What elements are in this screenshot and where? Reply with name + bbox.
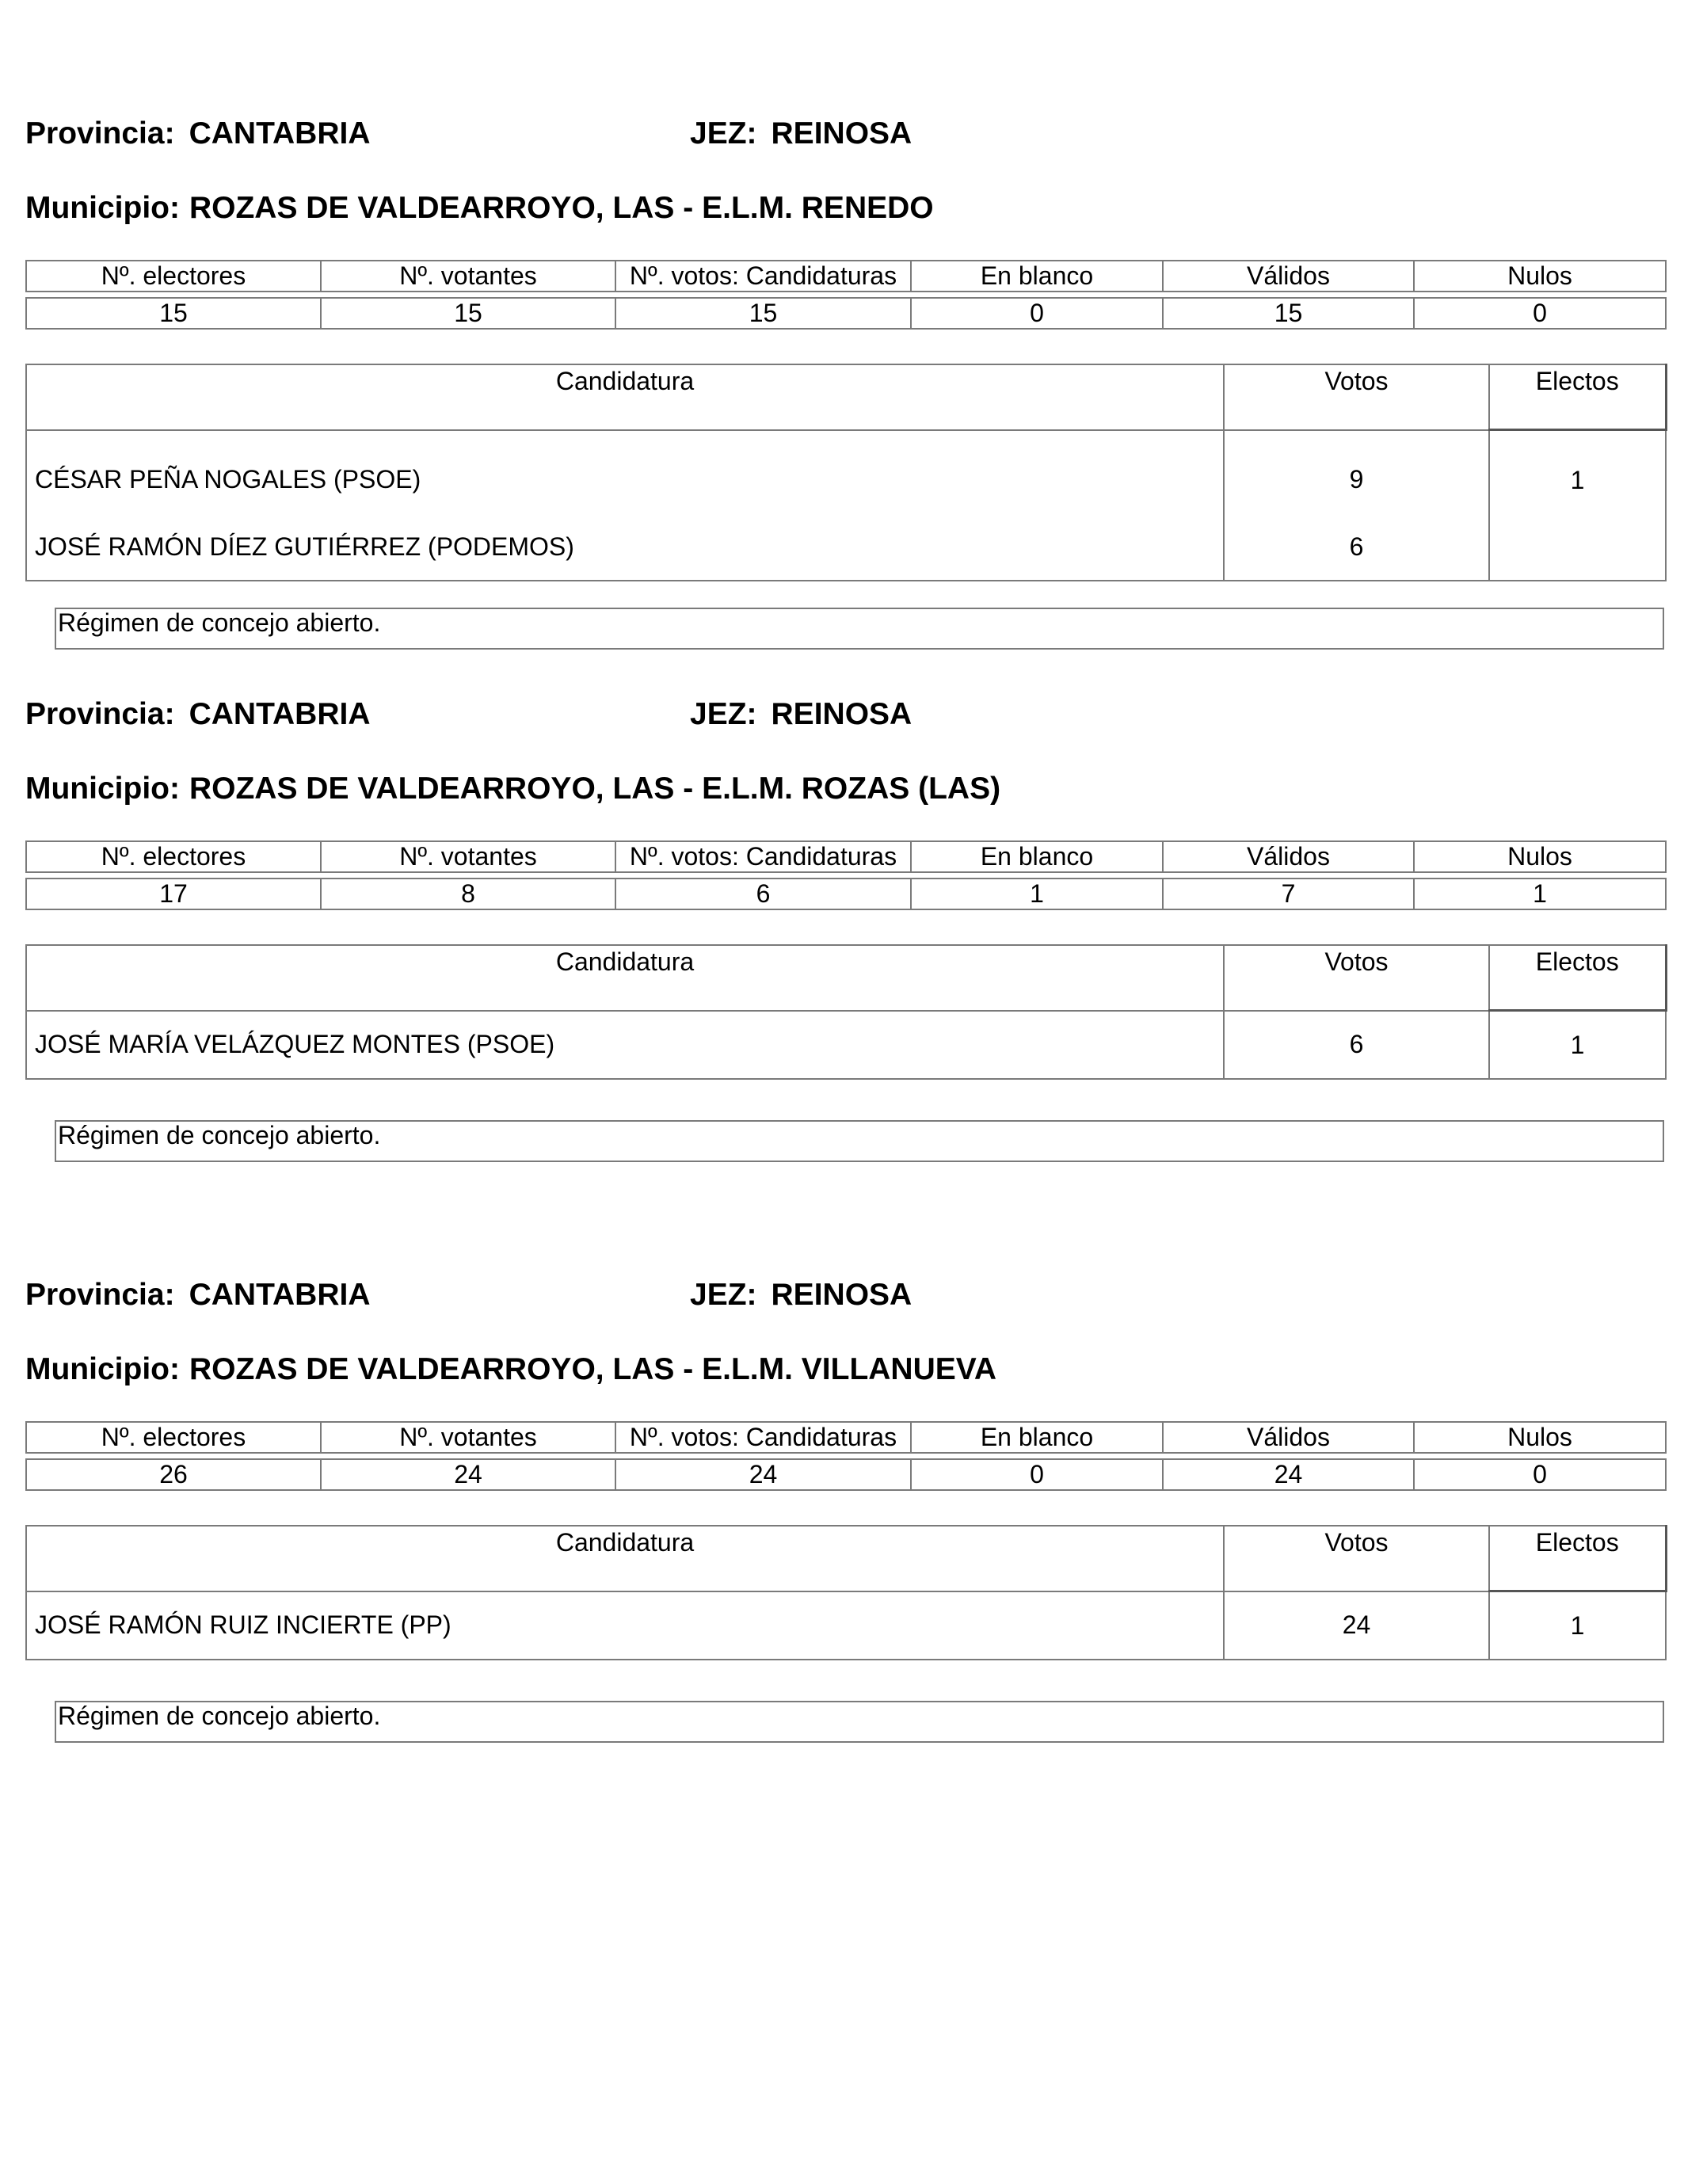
- candidates-header-row: [26, 1526, 1666, 1591]
- provincia-value: CANTABRIA: [189, 1278, 371, 1312]
- summary-header-validos: Válidos: [1163, 1422, 1414, 1453]
- summary-table: [25, 260, 1667, 330]
- candidatura-header: Candidatura: [26, 1526, 1224, 1591]
- regimen-note: Régimen de concejo abierto.: [55, 608, 1664, 650]
- municipio-line: [25, 189, 934, 228]
- summary-value-votantes: 8: [321, 879, 615, 909]
- summary-value-validos: 7: [1163, 879, 1414, 909]
- candidate-row: [26, 513, 1666, 581]
- candidate-name: JOSÉ MARÍA VELÁZQUEZ MONTES (PSOE): [26, 1011, 1224, 1080]
- municipio-value: ROZAS DE VALDEARROYO, LAS - E.L.M. RENEDO: [189, 191, 934, 225]
- summary-header-electores: Nº. electores: [26, 1422, 321, 1453]
- summary-value-nulos: 0: [1414, 1459, 1666, 1490]
- provincia-label: Provincia:: [25, 1278, 175, 1312]
- summary-values-row: [26, 1459, 1666, 1490]
- electos-header: Electos: [1489, 1526, 1666, 1591]
- summary-value-electores: 17: [26, 879, 321, 909]
- summary-header-nulos: Nulos: [1414, 261, 1666, 292]
- summary-header-votos-candidaturas: Nº. votos: Candidaturas: [615, 261, 911, 292]
- section-rozas: [0, 581, 1684, 1149]
- provincia-value: CANTABRIA: [189, 697, 371, 731]
- municipio-value: ROZAS DE VALDEARROYO, LAS - E.L.M. VILLANUEVA: [189, 1352, 997, 1386]
- municipio-value: ROZAS DE VALDEARROYO, LAS - E.L.M. ROZAS (LAS): [189, 772, 1001, 806]
- section-villanueva: [0, 1161, 1684, 1730]
- candidate-votos: 9: [1224, 430, 1489, 514]
- summary-header-nulos: Nulos: [1414, 841, 1666, 872]
- jez-label: JEZ:: [690, 697, 757, 731]
- electos-header: Electos: [1489, 364, 1666, 430]
- candidate-row: [26, 1011, 1666, 1080]
- candidate-row: [26, 1591, 1666, 1660]
- candidatura-header: Candidatura: [26, 364, 1224, 430]
- summary-header-votantes: Nº. votantes: [321, 841, 615, 872]
- summary-value-electores: 26: [26, 1459, 321, 1490]
- candidate-votos: 6: [1224, 1011, 1489, 1080]
- electos-header: Electos: [1489, 945, 1666, 1011]
- section-renedo: [0, 0, 1684, 637]
- jez-value: REINOSA: [771, 697, 912, 731]
- summary-header-electores: Nº. electores: [26, 841, 321, 872]
- candidate-row: [26, 430, 1666, 514]
- summary-header-votos-candidaturas: Nº. votos: Candidaturas: [615, 1422, 911, 1453]
- votos-header: Votos: [1224, 364, 1489, 430]
- municipio-line: [25, 1350, 996, 1389]
- provincia-label: Provincia:: [25, 116, 175, 151]
- summary-value-en-blanco: 0: [911, 1459, 1163, 1490]
- jez-value: REINOSA: [771, 116, 912, 151]
- candidates-header-row: [26, 945, 1666, 1011]
- provincia-label: Provincia:: [25, 697, 175, 731]
- municipio-line: [25, 769, 1000, 809]
- municipio-label: Municipio:: [25, 191, 180, 225]
- summary-header-row: [26, 841, 1666, 872]
- provincia-line: [25, 695, 371, 734]
- summary-value-en-blanco: 1: [911, 879, 1163, 909]
- jez-label: JEZ:: [690, 1278, 757, 1312]
- summary-value-electores: 15: [26, 298, 321, 329]
- summary-value-votos-candidaturas: 6: [615, 879, 911, 909]
- candidatura-header: Candidatura: [26, 945, 1224, 1011]
- summary-table: [25, 840, 1667, 910]
- summary-value-validos: 15: [1163, 298, 1414, 329]
- summary-value-nulos: 0: [1414, 298, 1666, 329]
- jez-value: REINOSA: [771, 1278, 912, 1312]
- municipio-label: Municipio:: [25, 772, 180, 806]
- summary-value-en-blanco: 0: [911, 298, 1163, 329]
- summary-header-en-blanco: En blanco: [911, 841, 1163, 872]
- candidate-electos: 1: [1489, 1011, 1666, 1080]
- provincia-value: CANTABRIA: [189, 116, 371, 151]
- regimen-note: Régimen de concejo abierto.: [55, 1120, 1664, 1162]
- candidates-table: [25, 944, 1667, 1080]
- candidate-votos: 24: [1224, 1591, 1489, 1660]
- summary-header-votantes: Nº. votantes: [321, 1422, 615, 1453]
- candidate-electos: 1: [1489, 430, 1666, 514]
- summary-value-votos-candidaturas: 15: [615, 298, 911, 329]
- summary-value-votantes: 15: [321, 298, 615, 329]
- summary-values-row: [26, 298, 1666, 329]
- summary-header-row: [26, 1422, 1666, 1453]
- summary-value-votantes: 24: [321, 1459, 615, 1490]
- summary-header-row: [26, 261, 1666, 292]
- summary-header-nulos: Nulos: [1414, 1422, 1666, 1453]
- candidate-name: CÉSAR PEÑA NOGALES (PSOE): [26, 430, 1224, 514]
- provincia-line: [25, 1275, 371, 1315]
- jez-line: [690, 114, 912, 154]
- summary-header-en-blanco: En blanco: [911, 1422, 1163, 1453]
- summary-header-validos: Válidos: [1163, 261, 1414, 292]
- jez-line: [690, 1275, 912, 1315]
- candidate-electos: 1: [1489, 1591, 1666, 1660]
- summary-header-validos: Válidos: [1163, 841, 1414, 872]
- summary-header-votos-candidaturas: Nº. votos: Candidaturas: [615, 841, 911, 872]
- provincia-line: [25, 114, 371, 154]
- candidate-votos: 6: [1224, 513, 1489, 581]
- candidates-table: [25, 1525, 1667, 1660]
- candidates-table: [25, 364, 1667, 581]
- summary-values-row: [26, 879, 1666, 909]
- summary-header-votantes: Nº. votantes: [321, 261, 615, 292]
- votos-header: Votos: [1224, 945, 1489, 1011]
- candidates-header-row: [26, 364, 1666, 430]
- votos-header: Votos: [1224, 1526, 1489, 1591]
- candidate-name: JOSÉ RAMÓN RUIZ INCIERTE (PP): [26, 1591, 1224, 1660]
- candidate-name: JOSÉ RAMÓN DÍEZ GUTIÉRREZ (PODEMOS): [26, 513, 1224, 581]
- jez-line: [690, 695, 912, 734]
- summary-value-votos-candidaturas: 24: [615, 1459, 911, 1490]
- summary-header-en-blanco: En blanco: [911, 261, 1163, 292]
- regimen-note: Régimen de concejo abierto.: [55, 1701, 1664, 1743]
- municipio-label: Municipio:: [25, 1352, 180, 1386]
- summary-header-electores: Nº. electores: [26, 261, 321, 292]
- jez-label: JEZ:: [690, 116, 757, 151]
- candidate-electos: [1489, 513, 1666, 581]
- summary-value-validos: 24: [1163, 1459, 1414, 1490]
- summary-value-nulos: 1: [1414, 879, 1666, 909]
- summary-table: [25, 1421, 1667, 1491]
